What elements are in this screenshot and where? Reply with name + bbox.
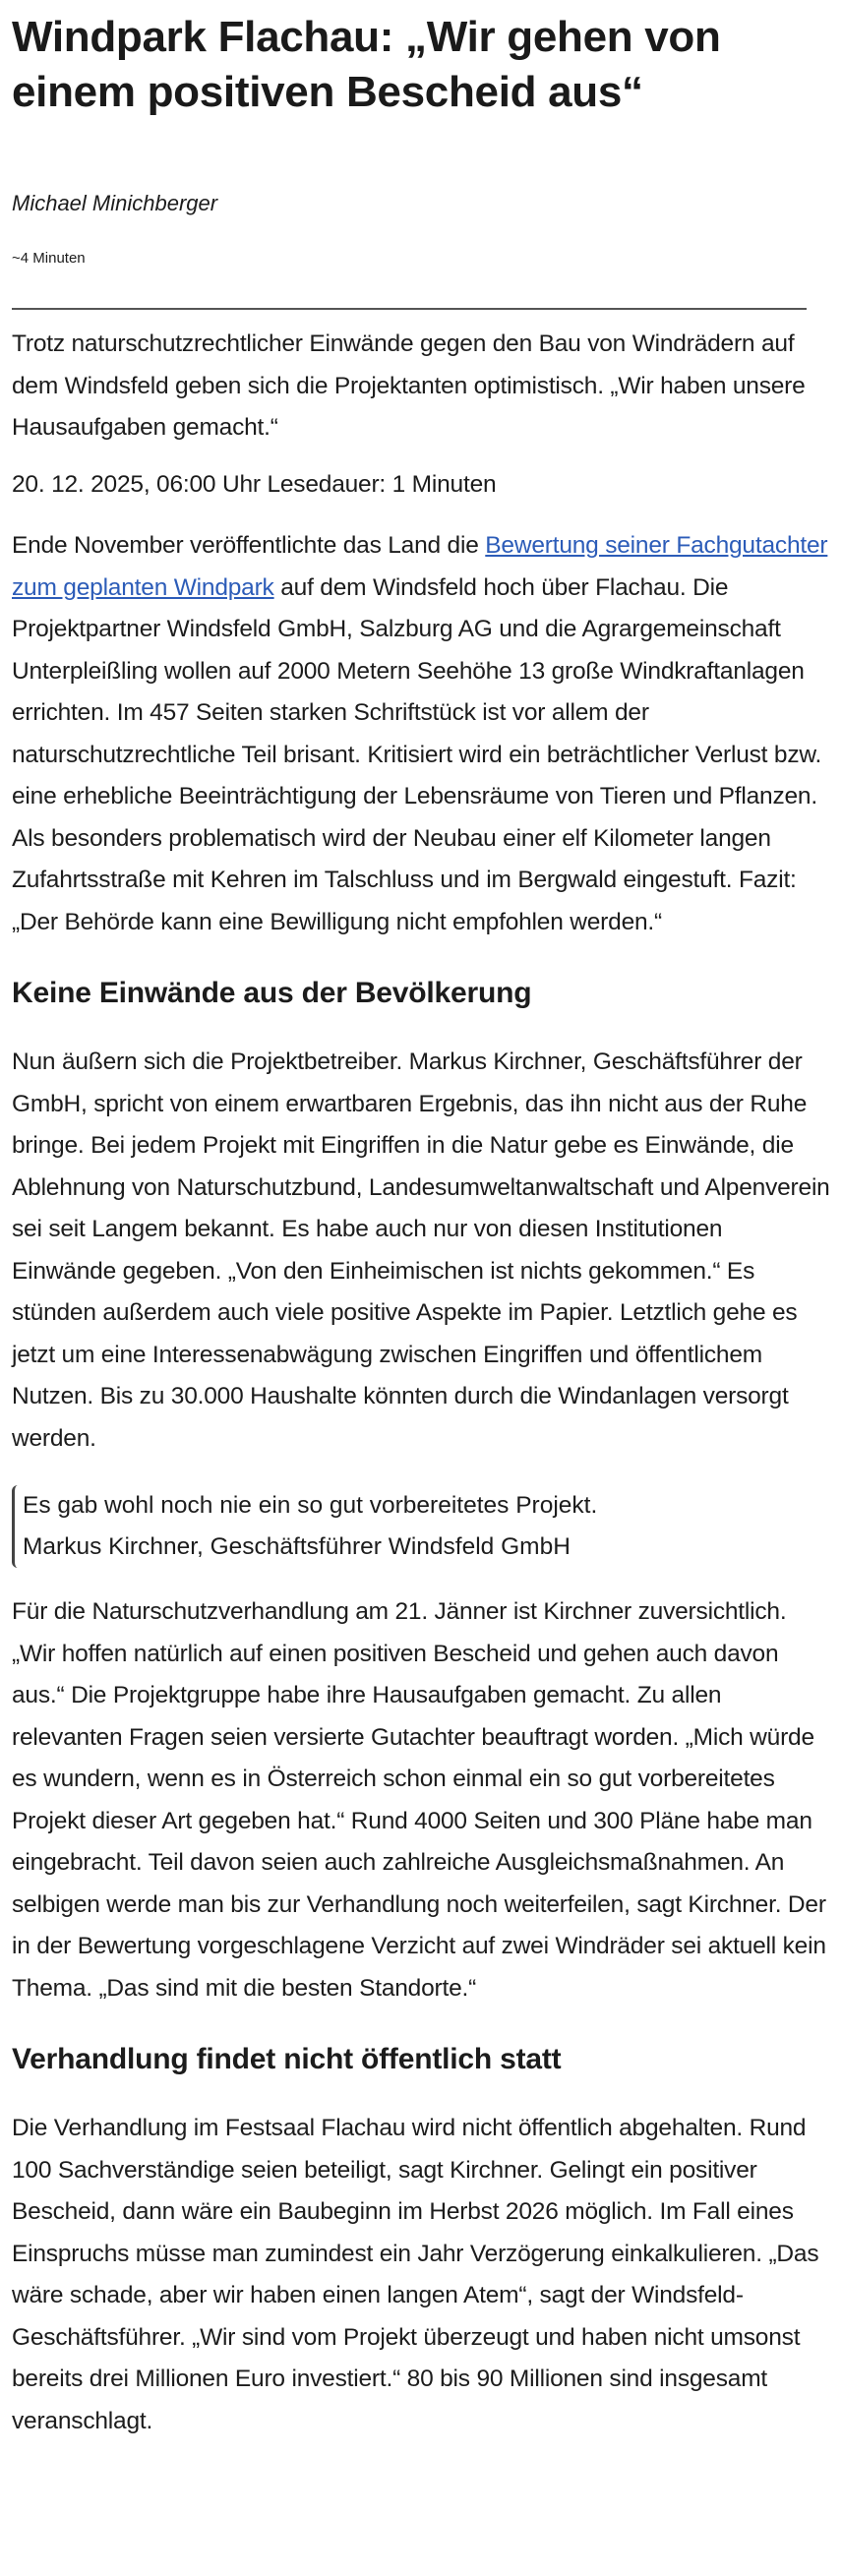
divider [12,308,807,310]
paragraph-4: Die Verhandlung im Festsaal Flachau wird nicht öffentlich abgehalten. Rund 100 Sachverständige seien beteiligt, sagt Kirchner. Gelingt ein positiver Bescheid, dann wäre ein Baubeginn im Herbst 2026 möglich. Im Fall eines Einspruchs müsse man zumindest ein Jahr Verzögerung einkalkulieren. „Das wäre schade, aber wir haben einen langen Atem“, sagt der Windsfeld-Geschäftsführer. „Wir sind vom Projekt überzeugt und haben nicht umsonst bereits drei Millionen Euro investiert.“ 80 bis 90 Millionen sind insgesamt veranschlagt. [12,2115,819,2434]
quote-text: Es gab wohl noch nie ein so gut vorbereitetes Projekt. [23,1492,598,1519]
quote-source: Markus Kirchner, Geschäftsführer Windsfeld GmbH [23,1533,571,1560]
paragraph-1-text-a: Ende November veröffentlichte das Land die [12,532,486,559]
paragraph-1-text-b: auf dem Windsfeld hoch über Flachau. Die Projektpartner Windsfeld GmbH, Salzburg AG und die Agrargemeinschaft Unterpleißling wollen auf 2000 Metern Seehöhe 13 große Windkraftanlagen errichten. Im 457 Seiten starken Schriftstück ist vor allem der naturschutzrechtliche Teil brisant. Kritisiert wird ein beträchtlicher Verlust bzw. eine erhebliche Beeinträchtigung der Lebensräume von Tieren und Pflanzen. Als besonders problematisch wird der Neubau einer elf Kilometer langen Zufahrtsstraße mit Kehren im Talschluss und im Bergwald eingestuft. Fazit: „Der Behörde kann eine Bewilligung nicht empfohlen werden.“ [12,573,822,935]
read-time: ~4 Minuten [12,250,86,267]
paragraph-1 [12,525,830,943]
article-lead: Trotz naturschutzrechtlicher Einwände gegen den Bau von Windrädern auf dem Windsfeld geben sich die Projektanten optimistisch. „Wir haben unsere Hausaufgaben gemacht.“ [12,330,806,441]
pull-quote [12,1485,830,1568]
assessment-link[interactable]: Bewertung seiner Fachgutachter zum geplanten Windpark [12,532,828,601]
paragraph-3: Für die Naturschutzverhandlung am 21. Jänner ist Kirchner zuversichtlich. „Wir hoffen natürlich auf einen positiven Bescheid und gehen auch davon aus.“ Die Projektgruppe habe ihre Hausaufgaben gemacht. Zu allen relevanten Fragen seien versierte Gutachter beauftragt worden. „Mich würde es wundern, wenn es in Österreich schon einmal ein so gut vorbereitetes Projekt dieser Art gegeben hat.“ Rund 4000 Seiten und 300 Pläne habe man eingebracht. Teil davon seien auch zahlreiche Ausgleichsmaßnahmen. An selbigen werde man bis zur Verhandlung noch weiterfeilen, sagt Kirchner. Der in der Bewertung vorgeschlagene Verzicht auf zwei Windräder sei aktuell kein Thema. „Das sind mit die besten Standorte.“ [12,1598,826,2002]
subheading-objections: Keine Einwände aus der Bevölkerung [12,977,532,1009]
author-name[interactable]: Michael Minichberger [12,191,218,215]
dateline: 20. 12. 2025, 06:00 Uhr Lesedauer: 1 Minuten [12,470,497,498]
subheading-hearing: Verhandlung findet nicht öffentlich statt [12,2043,562,2075]
paragraph-2: Nun äußern sich die Projektbetreiber. Markus Kirchner, Geschäftsführer der GmbH, spricht von einem erwartbaren Ergebnis, das ihn nicht aus der Ruhe bringe. Bei jedem Projekt mit Eingriffen in die Natur gebe es Einwände, die Ablehnung von Naturschutzbund, Landesumweltanwaltschaft und Alpenverein sei seit Langem bekannt. Es habe auch nur von diesen Institutionen Einwände gegeben. „Von den Einheimischen ist nichts gekommen.“ Es stünden außerdem auch viele positive Aspekte im Papier. Letztlich gehe es jetzt um eine Interessenabwägung zwischen Eingriffen und öffentlichem Nutzen. Bis zu 30.000 Haushalte könnten durch die Windanlagen versorgt werden. [12,1048,830,1452]
article-title: Windpark Flachau: „Wir gehen von einem positiven Bescheid aus“ [12,13,721,116]
